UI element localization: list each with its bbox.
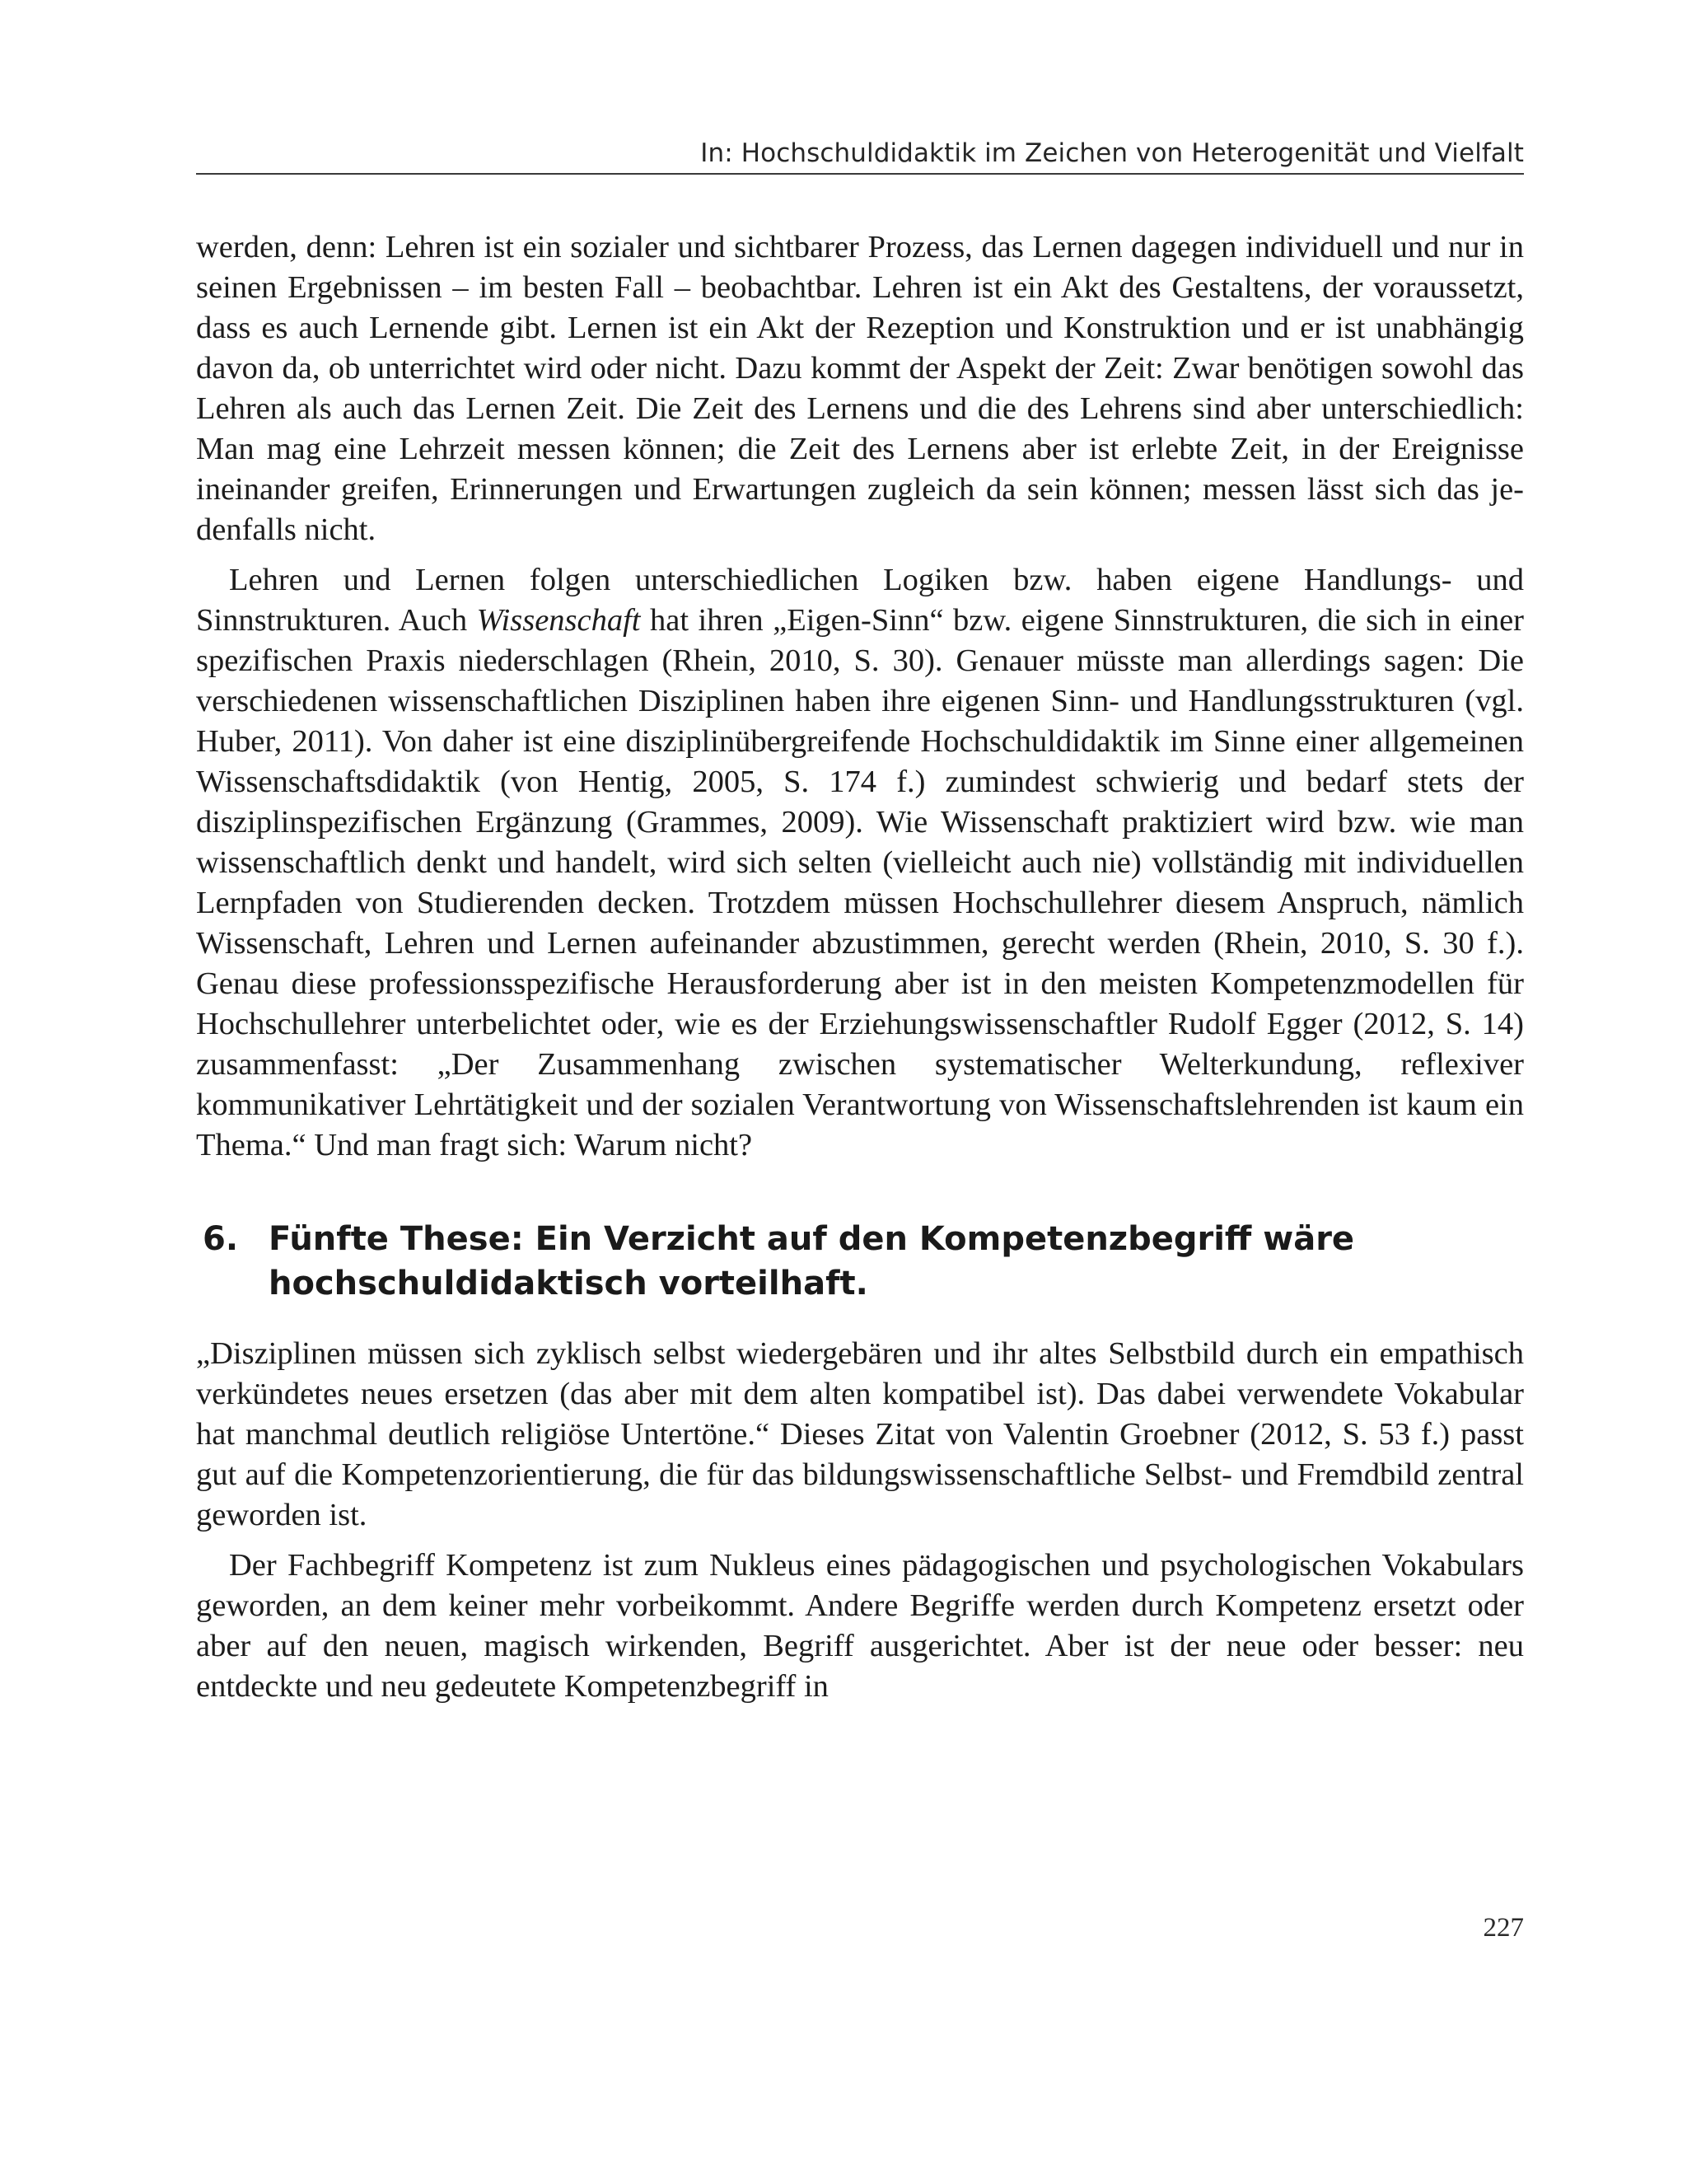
section-title-line-2: hochschuldidaktisch vorteilhaft. <box>269 1265 868 1302</box>
paragraph-2-part-2: hat ihren „Eigen-Sinn“ bzw. eigene Sinnstrukturen, die sich in einer spezifischen Praxis niederschlagen (Rhein, 2010, S. 30). Genauer müsste man allerdings sagen: Die verschiedenen wissenschaftlichen Disziplinen haben ihre eigenen Sinn- und Handlungsstrukturen (vgl. Huber, 2011). Von daher ist eine disziplinübergreifende Hochschuldidaktik im Sinne einer allgemeinen Wissenschaftsdidaktik (von Hentig, 2005, S. 174 f.) zumindest schwierig und bedarf stets der disziplinspezifischen Ergänzung (Grammes, 2009). Wie Wissenschaft praktiziert wird bzw. wie man wissenschaftlich denkt und handelt, wird sich selten (vielleicht auch nie) vollständig mit individuellen Lernpfaden von Studierenden decken. Trotzdem müssen Hochschullehrer diesem Anspruch, nämlich Wissenschaft, Lehren und Lernen aufeinander abzustimmen, gerecht werden (Rhein, 2010, S. 30 f.). Genau diese professionsspezifische Herausforderung aber ist in den meisten Kompetenzmodellen für Hochschullehrer unterbelichtet oder, wie es der Erziehungswissenschaftler Rudolf Egger (2012, S. 14) zusammenfasst: „Der Zusammenhang zwischen systematischer Welterkundung, reflexiver kommunikativer Lehrtätigkeit und der sozialen Verantwortung von Wissenschaftslehrenden ist kaum ein Thema.“ Und man fragt sich: Warum nicht? <box>196 603 1524 1162</box>
paragraph-2-italic-term: Wissenschaft <box>476 603 641 638</box>
paragraph-1: werden, denn: Lehren ist ein sozialer und sichtbarer Prozess, das Lernen dagegen individuell und nur in seinen Ergebnissen – im besten Fall – beobachtbar. Lehren ist ein Akt des Gestaltens, der voraussetzt, dass es auch Lernende gibt. Lernen ist ein Akt der Rezeption und Konstruktion und er ist unabhängig davon da, ob unterrichtet wird oder nicht. Dazu kommt der Aspekt der Zeit: Zwar benötigen sowohl das Lehren als auch das Lernen Zeit. Die Zeit des Lernens und die des Lehrens sind aber unterschiedlich: Man mag eine Lehrzeit messen können; die Zeit des Lernens aber ist erlebte Zeit, in der Ereignisse ineinander greifen, Erinnerungen und Erwartungen zugleich da sein können; messen lässt sich das jedenfalls nicht. <box>196 230 1524 547</box>
section-title-line-1: Fünfte These: Ein Verzicht auf den Kompetenzbegriff wäre <box>269 1220 1355 1258</box>
paragraph-3: „Disziplinen müssen sich zyklisch selbst wiedergebären und ihr altes Selbstbild durch ein empathisch verkündetes neues ersetzen (das aber mit dem alten kompatibel ist). Das dabei verwendete Vokabular hat manchmal deutlich religiöse Untertöne.“ Dieses Zitat von Valentin Groebner (2012, S. 53 f.) passt gut auf die Kompetenzorientierung, die für das bildungswissenschaftliche Selbst- und Fremdbild zentral geworden ist. <box>196 1336 1524 1532</box>
paragraph-2-part-1: Lehren und Lernen folgen unterschiedlichen Logiken bzw. haben eigene Handlungs- und Sinnstrukturen. Auch <box>196 563 1524 638</box>
header-rule <box>196 173 1524 175</box>
section-heading <box>196 1217 1524 1306</box>
paragraph-2 <box>196 560 1524 1166</box>
running-head: In: Hochschuldidaktik im Zeichen von Heterogenität und Vielfalt <box>700 138 1524 168</box>
paragraph-4: Der Fachbegriff Kompetenz ist zum Nukleus eines pädagogischen und psychologischen Vokabulars geworden, an dem keiner mehr vorbeikommt. Andere Begriffe werden durch Kompetenz ersetzt oder aber auf den neuen, magisch wirkenden, Begriff ausgerichtet. Aber ist der neue oder besser: neu entdeckte und neu gedeutete Kompetenzbegriff in <box>196 1548 1524 1704</box>
page-number: 227 <box>1483 1913 1524 1943</box>
page-body <box>196 227 1524 1707</box>
section-number: 6. <box>203 1220 239 1258</box>
